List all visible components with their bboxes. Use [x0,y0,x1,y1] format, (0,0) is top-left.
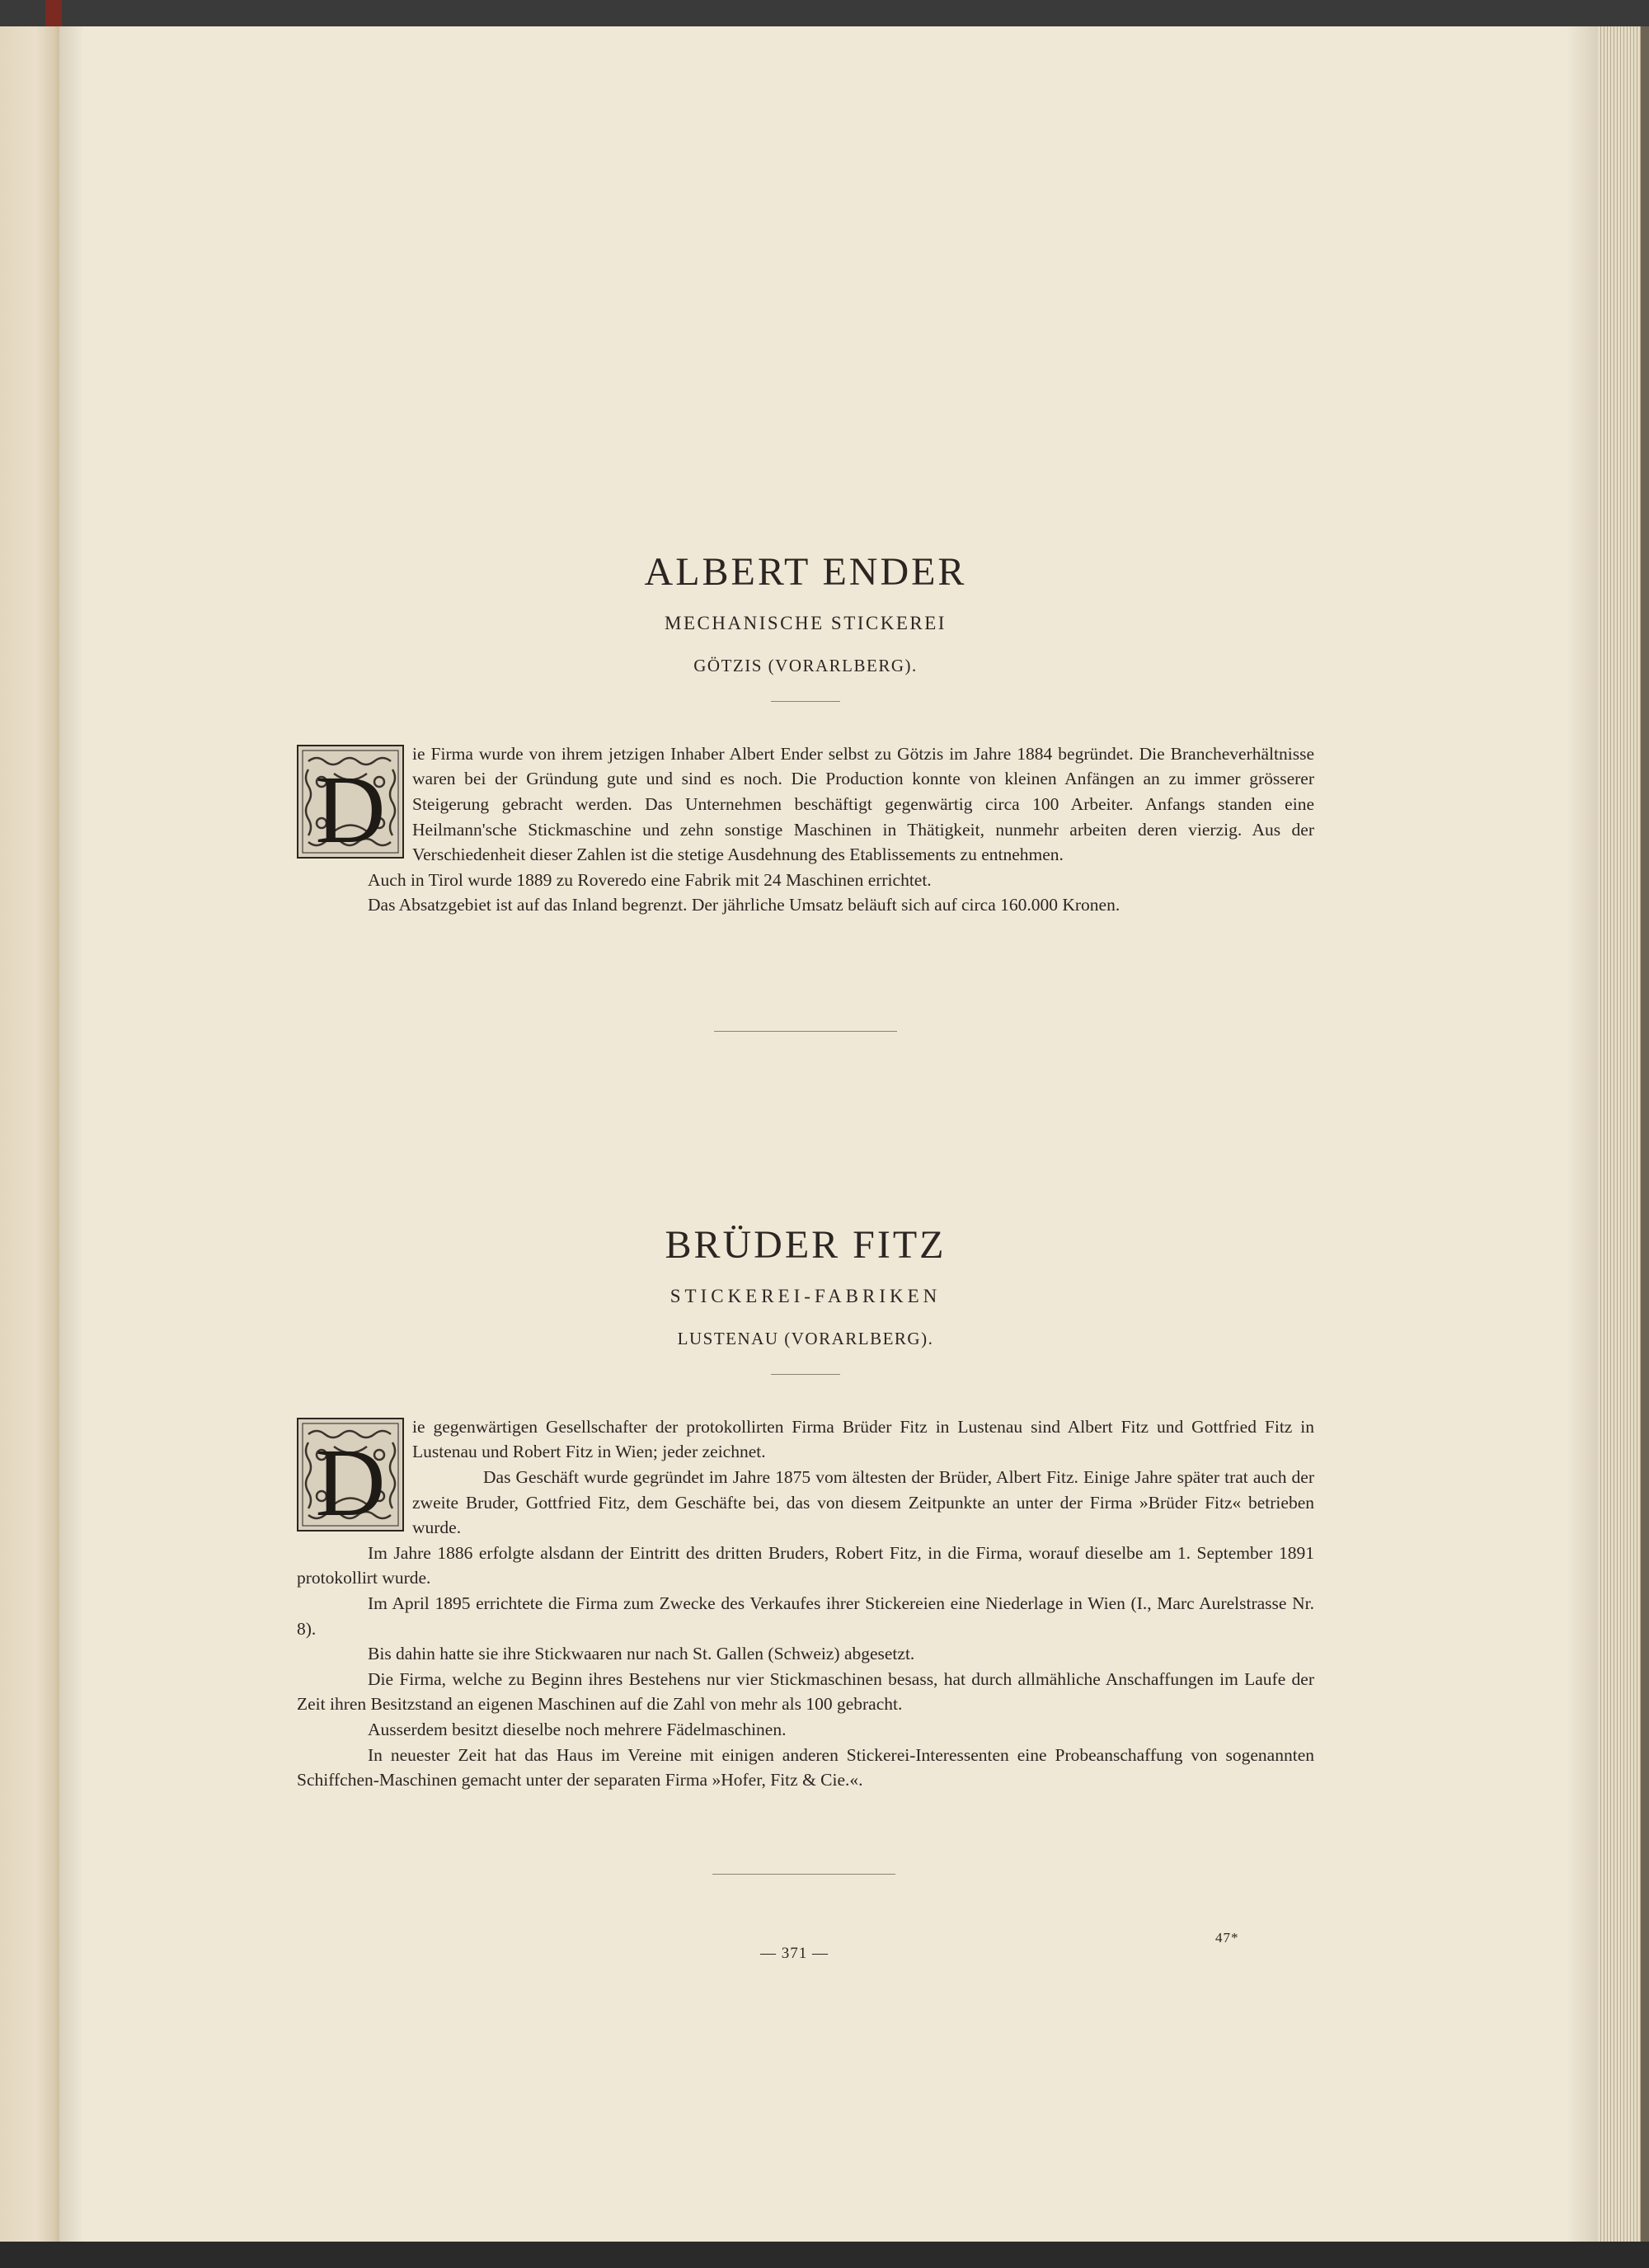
paragraph: Das Geschäft wurde gegründet im Jahre 1875 vom ältesten der Brüder, Albert Fitz. Einige Jahre später trat auch der zweite Bruder, Gottfried Fitz, dem Geschäfte bei, das von diesem Zeitpunkte an unter der Firma »Brüder Fitz« betrieben wurde. [412,1466,1314,1538]
section-location: GÖTZIS (VORARLBERG). [693,655,918,675]
section-divider [714,1031,897,1032]
svg-text:D: D [315,1428,386,1532]
section-body [297,741,1314,918]
page-number: — 371 — [760,1945,829,1962]
section-title: ALBERT ENDER [644,550,967,594]
section-subtitle: MECHANISCHE STICKEREI [665,612,947,633]
scan-bottom-border [0,2242,1649,2268]
gutter-shadow [59,0,84,2268]
section-subtitle: STICKEREI-FABRIKEN [669,1285,942,1306]
ornamental-dropcap-d-icon [297,1418,404,1532]
paragraph: In neuester Zeit hat das Haus im Vereine mit einigen anderen Stickerei-Interessenten eine Probeanschaffung von sogenannten Schiffchen-Maschinen gemacht unter der separaten Firma »Hofer, Fitz & Cie.«. [297,1744,1314,1790]
paragraph: Im Jahre 1886 erfolgte alsdann der Eintritt des dritten Bruders, Robert Fitz, in die Firma, worauf dieselbe am 1. September 1891 protokollirt wurde. [297,1542,1314,1588]
paragraph: Das Absatzgebiet ist auf das Inland begrenzt. Der jährliche Umsatz beläuft sich auf circa 160.000 Kronen. [368,895,1120,915]
short-divider [771,1374,840,1375]
book-spine [45,0,62,26]
paragraph: Bis dahin hatte sie ihre Stickwaaren nur nach St. Gallen (Schweiz) abgesetzt. [368,1644,915,1664]
section-title: BRÜDER FITZ [665,1223,947,1267]
page-edge-shadow [1567,26,1600,2242]
ornamental-dropcap-d-icon [297,745,404,859]
section-brueder-fitz [297,1224,1314,1793]
section-divider [712,1874,895,1875]
section-body [297,1414,1314,1793]
paragraph: Im April 1895 errichtete die Firma zum Zwecke des Verkaufes ihrer Stickereien eine Niederlage in Wien (I., Marc Aurelstrasse Nr. 8). [297,1593,1314,1639]
book-cover-edge [1641,26,1649,2242]
paragraph: Die Firma, welche zu Beginn ihres Bestehens nur vier Stickmaschinen besass, hat durch allmähliche Anschaffungen im Laufe der Zeit ihren Besitzstand an eigenen Maschinen auf die Zahl von mehr als 100 gebracht. [297,1668,1314,1715]
section-albert-ender [297,551,1314,918]
section-location: LUSTENAU (VORARLBERG). [677,1328,934,1348]
paragraph: Ausserdem besitzt dieselbe noch mehrere Fädelmaschinen. [368,1719,787,1739]
svg-text:D: D [315,755,386,859]
paragraph: ie Firma wurde von ihrem jetzigen Inhaber Albert Ender selbst zu Götzis im Jahre 1884 begründet. Die Brancheverhältnisse waren bei der Gründung gute und sind es noch. Die Production konnte von kleinen Anfängen an zu immer grösserer Steigerung gebracht werden. Das Unternehmen beschäftigt gegenwärtig circa 100 Arbeiter. Anfangs standen eine Heilmann'sche Stickmaschine und zehn sonstige Maschinen in Thätigkeit, nunmehr arbeiten deren vierzig. Aus der Verschiedenheit dieser Zahlen ist die stetige Ausdehnung des Etablissements zu entnehmen. [412,743,1314,865]
paragraph: Auch in Tirol wurde 1889 zu Roveredo eine Fabrik mit 24 Maschinen errichtet. [368,869,932,890]
paragraph: ie gegenwärtigen Gesellschafter der protokollirten Firma Brüder Fitz in Lustenau sind Albert Fitz und Gottfried Fitz in Lustenau und Robert Fitz in Wien; jeder zeichnet. [412,1416,1314,1462]
short-divider [771,701,840,702]
signature-mark: 47* [1215,1930,1239,1946]
scan-top-border [0,0,1649,26]
book-gutter [0,0,59,2268]
